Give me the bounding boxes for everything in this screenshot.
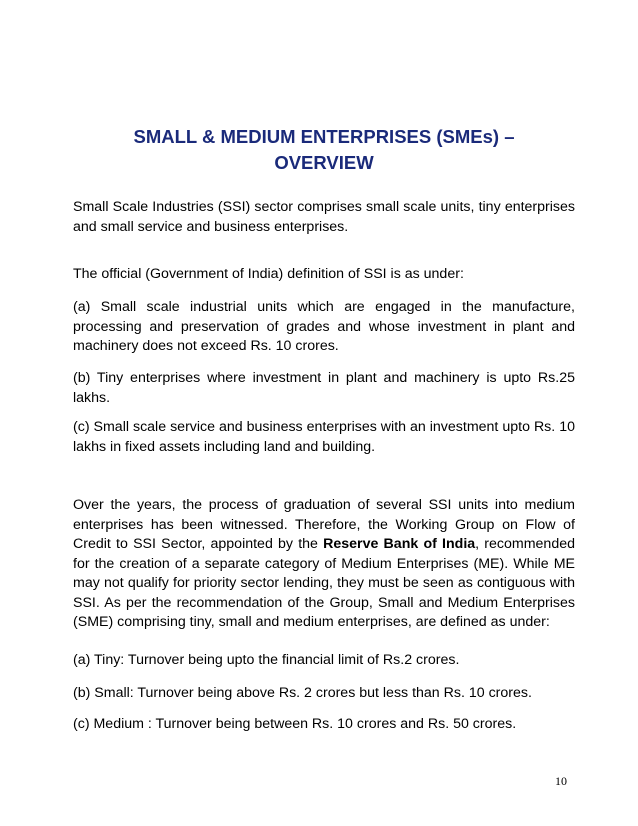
graduation-text-end: , recommended for the creation of a separate category of Medium Enterprises (ME). While ME may not qualify for priority sector lending, they must be seen as contiguous with SSI. As per the recommendation of the Group, Small and Medium Enterprises (SME) comprising tiny, small and medium enterprises, are defined as under:: [73, 536, 575, 630]
page-number: 10: [555, 774, 567, 788]
intro-paragraph: Small Scale Industries (SSI) sector comprises small scale units, tiny enterprises and small service and business enterprises.: [73, 199, 575, 235]
page-title-line-1: SMALL & MEDIUM ENTERPRISES (SMEs) –: [133, 126, 515, 147]
definition-c-paragraph: (c) Small scale service and business enterprises with an investment upto Rs. 10 lakhs in fixed assets including land and building.: [73, 419, 575, 455]
sme-tiny-definition: (a) Tiny: Turnover being upto the financial limit of Rs.2 crores.: [73, 652, 460, 668]
definition-a-paragraph: (a) Small scale industrial units which are engaged in the manufacture, processing and preservation of grades and whose investment in plant and machinery does not exceed Rs. 10 crores.: [73, 299, 575, 354]
definition-b-paragraph: (b) Tiny enterprises where investment in plant and machinery is upto Rs.25 lakhs.: [73, 370, 575, 406]
reserve-bank-name: Reserve Bank of India: [323, 536, 476, 552]
official-definition-paragraph: The official (Government of India) definition of SSI is as under:: [73, 266, 464, 282]
sme-medium-definition: (c) Medium : Turnover being between Rs. 10 crores and Rs. 50 crores.: [73, 716, 517, 732]
page-title: [70, 124, 578, 176]
graduation-paragraph: [73, 496, 575, 633]
graduation-text-start: Over the years, the process of graduation of several SSI units into medium enterprises has been witnessed. Therefore, the Working Group on Flow of Credit to SSI Sector, appointed by the: [73, 497, 575, 552]
sme-small-definition: (b) Small: Turnover being above Rs. 2 crores but less than Rs. 10 crores.: [73, 685, 532, 701]
page-title-line-2: OVERVIEW: [274, 152, 374, 173]
